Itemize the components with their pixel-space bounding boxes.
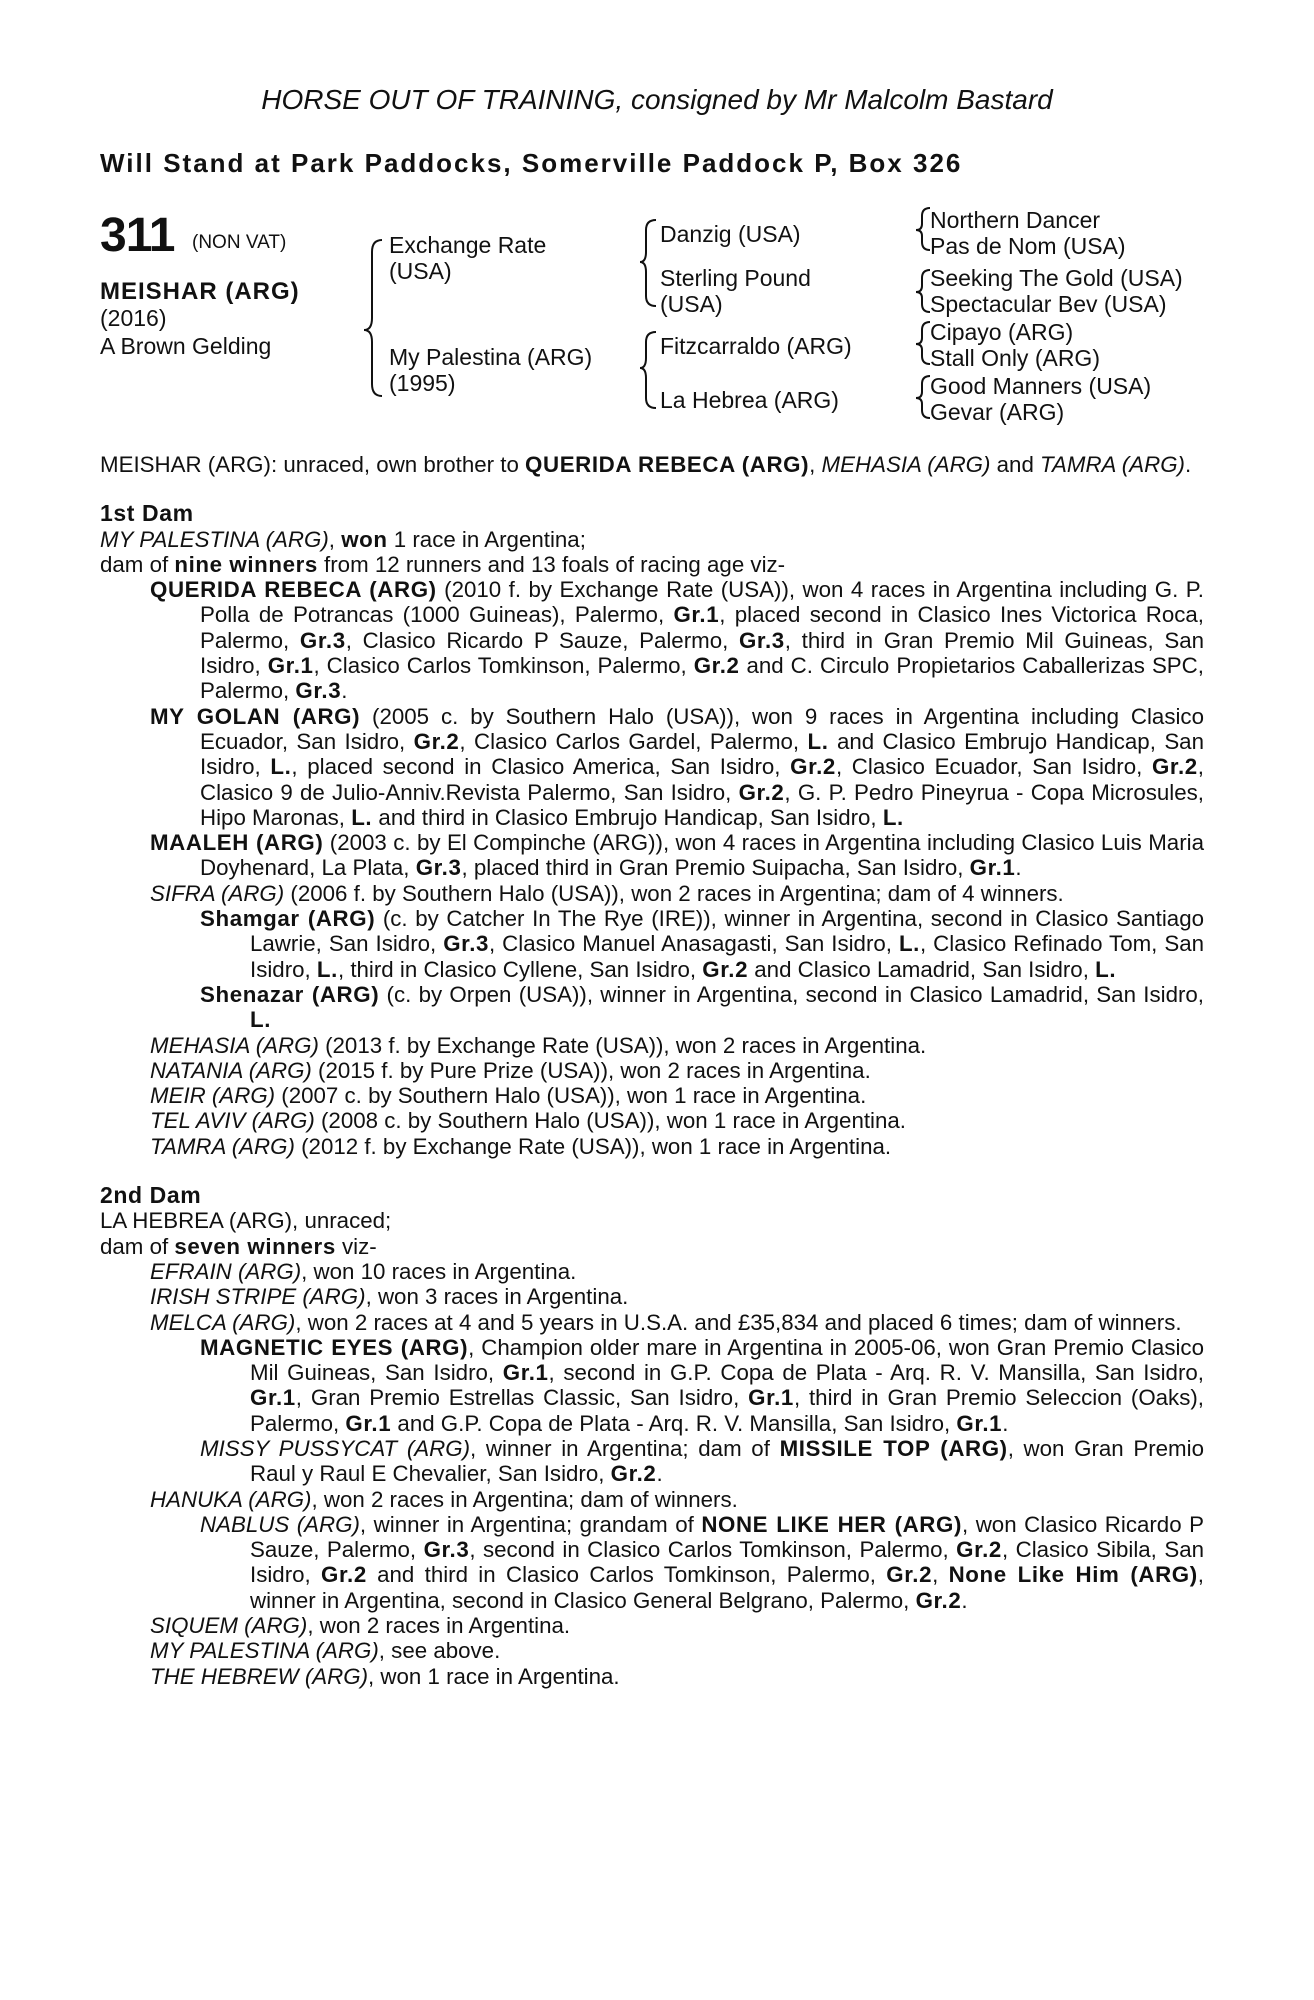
text: (2008 c. by Southern Halo (USA)), won 1 race in Argentina. (314, 1108, 906, 1134)
second-dam-produce-line (100, 1234, 1204, 1259)
grandproduce-entry (100, 906, 1204, 982)
text: , third in Gran Premio Seleccion (Oaks), Palermo, (250, 1385, 1204, 1436)
text: , Clasico Refinado Tom, San Isidro, (250, 931, 1205, 982)
produce-name: TAMRA (ARG) (150, 1133, 295, 1159)
race-grade: Gr.2 (610, 1461, 657, 1487)
sire-country: (USA) (389, 258, 452, 284)
race-grade: Gr.3 (415, 855, 462, 881)
brace-g3 (916, 322, 930, 364)
text: , (932, 1562, 949, 1588)
grandproduce-entry (100, 982, 1204, 1033)
stand-location: Will Stand at Park Paddocks, Somerville Paddock P, Box 326 (100, 148, 963, 178)
text: from 12 runners and 13 foals of racing age viz- (317, 551, 786, 577)
produce-name: SIFRA (ARG) (150, 880, 285, 906)
text: and G.P. Copa de Plata - Arq. R. V. Mansilla, San Isidro, (391, 1410, 957, 1436)
text: , won 10 races in Argentina. (301, 1258, 577, 1284)
text: , placed second in Clasico America, San Isidro, (291, 754, 791, 780)
race-grade: Gr.1 (673, 602, 720, 628)
grandproduce-entry (100, 1335, 1204, 1436)
ancestor-1: Northern Dancer (930, 207, 1101, 233)
race-grade: L. (898, 931, 920, 957)
text: and Clasico Lamadrid, San Isidro, (748, 956, 1096, 982)
brace-dam-line (640, 332, 656, 408)
produce-name: MY PALESTINA (ARG) (150, 1638, 379, 1664)
race-grade: Gr.3 (738, 627, 785, 653)
brace-g4 (916, 376, 930, 418)
intro-text: MEISHAR (ARG): unraced, own brother to (100, 452, 526, 477)
race-grade: L. (807, 728, 829, 754)
first-dam-produce-line (100, 552, 1204, 577)
text: . (961, 1587, 968, 1613)
won-label: won (341, 526, 388, 552)
race-grade: L. (250, 1007, 272, 1033)
produce-entry (100, 1058, 1204, 1083)
text: , won 2 races in Argentina. (307, 1613, 571, 1639)
produce-name: Shamgar (ARG) (200, 906, 376, 932)
produce-name: HANUKA (ARG) (150, 1486, 312, 1512)
produce-name: NABLUS (ARG) (200, 1511, 360, 1537)
brace-parents (364, 240, 382, 396)
ancestor-2: Pas de Nom (USA) (930, 233, 1126, 259)
text: , Clasico Ricardo P Sauze, Palermo, (345, 627, 739, 653)
grandproduce-entry (100, 1512, 1204, 1613)
text: . (1015, 855, 1022, 881)
race-grade: Gr.1 (267, 653, 314, 679)
text: , second in Clasico Carlos Tomkinson, Palermo, (469, 1537, 957, 1563)
race-grade: L. (1095, 956, 1117, 982)
intro-sep: , (809, 452, 822, 477)
produce-entry (100, 1134, 1204, 1159)
text: , third in Gran Premio Mil Guineas, San Isidro, (200, 627, 1204, 679)
text: , see above. (378, 1638, 501, 1664)
produce-name: MELCA (ARG) (150, 1309, 296, 1335)
ancestor-3: Seeking The Gold (USA) (930, 265, 1183, 291)
horse-name: MEISHAR (ARG) (100, 278, 300, 305)
produce-name: THE HEBREW (ARG) (150, 1663, 369, 1689)
sire-dam-name: Sterling Pound (660, 265, 811, 291)
ancestor-6: Stall Only (ARG) (930, 345, 1100, 371)
text: (2010 f. by Exchange Rate (USA)), won 4 races in Argentina including G. P. Polla de Potrancas (1000 Guineas), Palermo, (200, 577, 1204, 628)
brace-g1 (916, 208, 930, 250)
produce-entry (100, 1033, 1204, 1058)
race-grade: Gr.2 (1151, 754, 1198, 780)
produce-entry (100, 1664, 1204, 1689)
dam-sire: Fitzcarraldo (ARG) (660, 333, 852, 359)
text: (2006 f. by Southern Halo (USA)), won 2 races in Argentina; dam of 4 winners. (284, 880, 1064, 906)
sibling-name: QUERIDA REBECA (ARG) (525, 452, 810, 477)
text: and third in Clasico Embrujo Handicap, San Isidro, (372, 804, 883, 830)
text: (2003 c. by El Compinche (ARG)), won 4 races in Argentina including Clasico Luis Maria Doyhenard, La Plata, (200, 830, 1204, 881)
race-grade: Gr.2 (321, 1562, 367, 1588)
winners-count: nine winners (174, 551, 318, 577)
text: , won 1 race in Argentina. (368, 1663, 620, 1689)
race-grade: Gr.2 (413, 728, 460, 754)
text: . (656, 1461, 663, 1487)
produce-entry (100, 1108, 1204, 1133)
dam-dam: La Hebrea (ARG) (660, 387, 839, 413)
produce-entry (100, 1310, 1204, 1335)
text: , winner in Argentina; grandam of (359, 1511, 702, 1537)
sibling-name: TAMRA (ARG) (1040, 452, 1185, 477)
text: . (341, 678, 348, 704)
text: , Clasico Manuel Anasagasti, San Isidro, (489, 931, 899, 957)
intro-sep: and (990, 452, 1041, 477)
race-grade: Gr.3 (299, 627, 346, 653)
text: , won 3 races in Argentina. (365, 1284, 629, 1310)
text: dam of (100, 551, 175, 577)
foaling-year: (2016) (100, 305, 167, 331)
text: (2015 f. by Pure Prize (USA)), won 2 races in Argentina. (311, 1057, 871, 1083)
produce-entry (100, 1083, 1204, 1108)
text: , G. P. Pedro Pineyrua - Copa Microsules, Hipo Maronas, (200, 779, 1205, 830)
grandproduce-entry (100, 1436, 1204, 1487)
race-grade: Gr.3 (443, 931, 489, 957)
produce-name: MAALEH (ARG) (150, 830, 324, 856)
produce-entry (100, 1613, 1204, 1638)
brace-sire-line (640, 220, 656, 306)
winners-count: seven winners (174, 1233, 336, 1259)
race-grade: Gr.2 (790, 754, 836, 780)
text: , Clasico 9 de Julio-Anniv.Revista Palermo, San Isidro, (200, 754, 1204, 805)
text: , placed third in Gran Premio Suipacha, San Isidro, (461, 855, 970, 881)
text: , winner in Argentina, second in Clasico General Belgrano, Palermo, (250, 1562, 1204, 1613)
text: , (328, 526, 342, 552)
sire-dam-country: (USA) (660, 291, 723, 317)
text: and third in Clasico Carlos Tomkinson, Palermo, (366, 1562, 887, 1588)
catalogue-body (100, 452, 1204, 1689)
text: (2007 c. by Southern Halo (USA)), won 1 race in Argentina. (275, 1083, 867, 1109)
text: , placed second in Clasico Ines Victorica Roca, Palermo, (200, 602, 1205, 653)
text: , won Clasico Ricardo P Sauze, Palermo, (250, 1511, 1204, 1563)
text: , Clasico Ecuador, San Isidro, (835, 754, 1152, 780)
race-grade: Gr.2 (702, 956, 749, 982)
text: , Clasico Sibila, San Isidro, (250, 1537, 1205, 1588)
ancestor-4: Spectacular Bev (USA) (930, 291, 1167, 317)
text: , won Gran Premio Raul y Raul E Chevalier, San Isidro, (250, 1435, 1204, 1487)
ancestor-8: Gevar (ARG) (930, 399, 1065, 425)
race-grade: L. (882, 804, 904, 830)
race-grade: Gr.2 (956, 1537, 1002, 1563)
first-dam-heading: 1st Dam (100, 500, 194, 527)
lot-number: 311 (100, 209, 175, 262)
produce-name: QUERIDA REBECA (ARG) (150, 577, 437, 603)
text: and C. Circulo Propietarios Caballerizas SPC, Palermo, (200, 653, 1204, 704)
text: (2013 f. by Exchange Rate (USA)), won 2 races in Argentina. (318, 1032, 927, 1058)
intro-paragraph (100, 452, 1204, 477)
text: , won 2 races at 4 and 5 years in U.S.A. and £35,834 and placed 6 times; dam of winners. (295, 1309, 1182, 1335)
produce-name: EFRAIN (ARG) (150, 1258, 302, 1284)
produce-entry (100, 881, 1204, 906)
dam-year: (1995) (389, 370, 456, 396)
text: (c. by Catcher In The Rye (IRE)), winner in Argentina, second in Clasico Santiago Lawrie, San Isidro, (250, 906, 1204, 957)
second-dam-line: LA HEBREA (ARG), unraced; (100, 1208, 392, 1234)
horse-description: A Brown Gelding (100, 333, 272, 359)
text: (c. by Orpen (USA)), winner in Argentina, second in Clasico Lamadrid, San Isidro, (379, 981, 1204, 1007)
race-grade: Gr.1 (345, 1410, 392, 1436)
race-grade: L. (316, 956, 338, 982)
produce-name: NATANIA (ARG) (150, 1057, 312, 1083)
produce-name: MY GOLAN (ARG) (150, 703, 361, 729)
produce-entry (100, 1284, 1204, 1309)
dam-name: My Palestina (ARG) (389, 344, 593, 370)
text: , Champion older mare in Argentina in 2005-06, won Gran Premio Clasico Mil Guineas, San Isidro, (250, 1334, 1204, 1386)
text: and Clasico Embrujo Handicap, San Isidro, (200, 728, 1204, 780)
produce-entry (100, 1259, 1204, 1284)
vat-status: (NON VAT) (192, 232, 287, 253)
produce-entry (100, 830, 1204, 881)
race-grade: Gr.3 (423, 1537, 470, 1563)
first-dam-line (100, 527, 1204, 552)
race-grade: Gr.1 (748, 1385, 794, 1411)
produce-name: MISSY PUSSYCAT (ARG) (200, 1435, 470, 1461)
text: , second in G.P. Copa de Plata - Arq. R. V. Mansilla, San Isidro, (548, 1360, 1204, 1386)
text: , Clasico Carlos Gardel, Palermo, (459, 728, 808, 754)
produce-entry (100, 704, 1204, 830)
text: 1 race in Argentina; (387, 526, 586, 552)
text: , Clasico Carlos Tomkinson, Palermo, (313, 653, 694, 679)
race-grade: Gr.1 (969, 855, 1016, 881)
text: viz- (335, 1233, 377, 1259)
sibling-name: MEHASIA (ARG) (821, 452, 991, 477)
text: (2005 c. by Southern Halo (USA)), won 9 races in Argentina including Clasico Ecuador, San Isidro, (200, 703, 1204, 754)
text: , winner in Argentina; dam of (470, 1435, 780, 1461)
race-grade: Gr.1 (956, 1410, 1003, 1436)
race-grade: L. (351, 804, 373, 830)
race-grade: Gr.2 (693, 653, 740, 679)
produce-name: MEHASIA (ARG) (150, 1032, 319, 1058)
produce-entry (100, 1487, 1204, 1512)
produce-name: SIQUEM (ARG) (150, 1613, 308, 1639)
brace-g2 (916, 270, 930, 312)
produce-name: None Like Him (ARG) (948, 1562, 1198, 1588)
text: , Gran Premio Estrellas Classic, San Isidro, (295, 1385, 749, 1411)
ancestor-7: Good Manners (USA) (930, 373, 1152, 399)
produce-name: Shenazar (ARG) (200, 981, 380, 1007)
sire-sire: Danzig (USA) (660, 221, 801, 247)
text: (2012 f. by Exchange Rate (USA)), won 1 race in Argentina. (294, 1133, 892, 1159)
text: , third in Clasico Cyllene, San Isidro, (337, 956, 703, 982)
intro-sep: . (1184, 452, 1192, 477)
race-grade: Gr.3 (295, 678, 342, 704)
produce-name: NONE LIKE HER (ARG) (701, 1511, 962, 1537)
second-dam-heading: 2nd Dam (100, 1182, 202, 1209)
sire-name: Exchange Rate (389, 232, 547, 258)
race-grade: Gr.2 (886, 1562, 933, 1588)
race-grade: Gr.2 (915, 1587, 962, 1613)
produce-name: MAGNETIC EYES (ARG) (200, 1334, 469, 1360)
produce-entry (100, 1638, 1204, 1663)
race-grade: Gr.1 (250, 1385, 296, 1411)
text: . (1002, 1410, 1009, 1436)
text: , won 2 races in Argentina; dam of winners. (311, 1486, 738, 1512)
race-grade: Gr.1 (502, 1360, 549, 1386)
produce-name: MISSILE TOP (ARG) (779, 1435, 1008, 1461)
dam-name: MY PALESTINA (ARG) (100, 526, 329, 552)
produce-name: IRISH STRIPE (ARG) (150, 1284, 366, 1310)
produce-name: TEL AVIV (ARG) (150, 1108, 315, 1134)
produce-name: MEIR (ARG) (150, 1083, 276, 1109)
race-grade: Gr.2 (738, 779, 785, 805)
produce-entry (100, 577, 1204, 703)
text: dam of (100, 1233, 175, 1259)
ancestor-5: Cipayo (ARG) (930, 319, 1074, 345)
sale-header: HORSE OUT OF TRAINING, consigned by Mr Malcolm Bastard (261, 84, 1053, 115)
race-grade: L. (270, 754, 292, 780)
